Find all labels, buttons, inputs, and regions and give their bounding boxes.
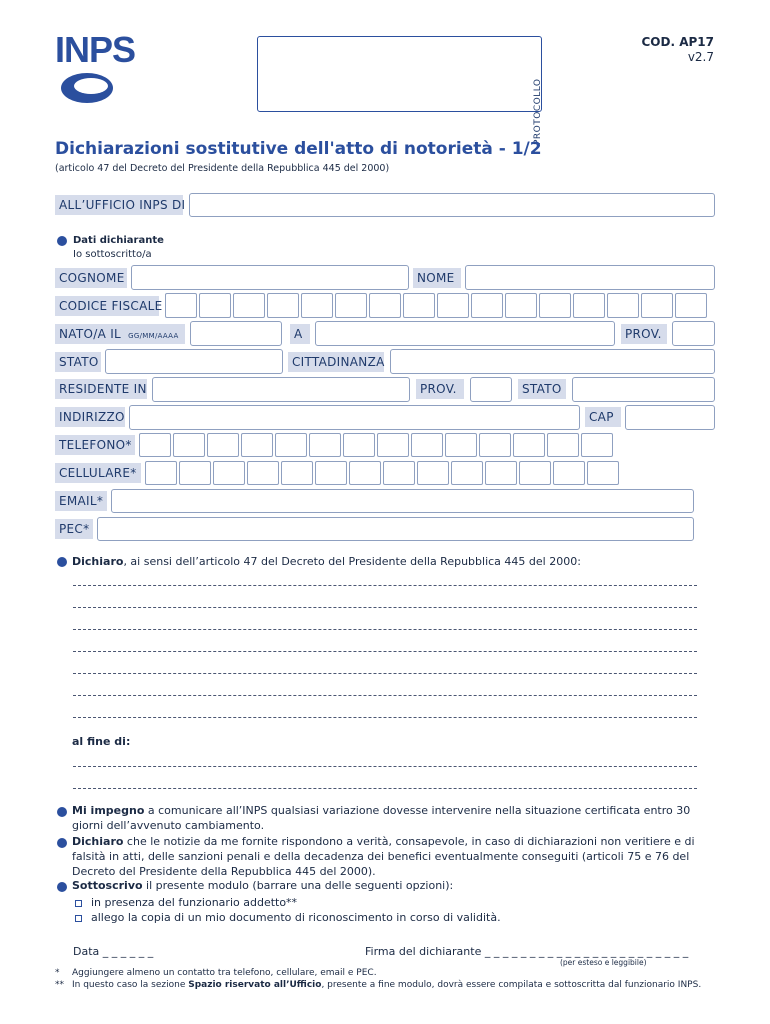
stato-label: STATO	[55, 352, 101, 372]
dichiaro-bold: Dichiaro	[72, 835, 124, 848]
residenza-prov-input[interactable]	[470, 377, 512, 402]
cap-label: CAP	[585, 407, 621, 427]
cognome-label: COGNOME	[55, 268, 127, 288]
prov-label: PROV.	[621, 324, 667, 344]
cf-cell[interactable]	[233, 293, 265, 318]
mobile-cell[interactable]	[145, 461, 177, 485]
codice-fiscale-cells[interactable]	[165, 293, 707, 318]
declaration-intro	[72, 554, 581, 569]
section-bullet	[57, 807, 67, 817]
cf-cell[interactable]	[199, 293, 231, 318]
footnote-2-pre: In questo caso la sezione	[72, 980, 189, 990]
option2-label: allego la copia di un mio documento di riconoscimento in corso di validità.	[91, 911, 501, 924]
stato-input[interactable]	[105, 349, 283, 374]
footnote-star2: **	[55, 980, 64, 990]
phone-cell[interactable]	[513, 433, 545, 457]
phone-cell[interactable]	[139, 433, 171, 457]
telefono-label: TELEFONO*	[55, 435, 135, 455]
phone-cell[interactable]	[581, 433, 613, 457]
purpose-line[interactable]	[73, 788, 697, 789]
cf-cell[interactable]	[301, 293, 333, 318]
prov-input[interactable]	[672, 321, 715, 346]
mobile-cell[interactable]	[485, 461, 517, 485]
section-bullet	[57, 838, 67, 848]
phone-cell[interactable]	[275, 433, 307, 457]
declaration-lines[interactable]	[73, 585, 697, 718]
dichiaro-text	[72, 834, 717, 879]
declaration-line[interactable]	[73, 717, 697, 718]
birth-place-input[interactable]	[315, 321, 615, 346]
cf-cell[interactable]	[505, 293, 537, 318]
sottoscrivo-rest: il presente modulo (barrare una delle seguenti opzioni):	[142, 879, 454, 892]
inps-logo	[55, 29, 136, 107]
nato-il-label	[55, 324, 185, 344]
email-label: EMAIL*	[55, 491, 107, 511]
cf-cell[interactable]	[267, 293, 299, 318]
mobile-cell[interactable]	[315, 461, 347, 485]
email-input[interactable]	[111, 489, 694, 513]
declaration-line[interactable]	[73, 585, 697, 586]
phone-cell[interactable]	[309, 433, 341, 457]
cap-input[interactable]	[625, 405, 715, 430]
cellulare-label: CELLULARE*	[55, 463, 141, 483]
logo-text: INPS	[55, 29, 136, 70]
form-version: v2.7	[687, 50, 714, 64]
mobile-cell[interactable]	[553, 461, 585, 485]
cellulare-cells[interactable]	[145, 461, 619, 485]
impegno-text	[72, 803, 717, 833]
declaration-line[interactable]	[73, 695, 697, 696]
phone-cell[interactable]	[479, 433, 511, 457]
form-code: COD. AP17	[641, 35, 714, 49]
section-bullet	[57, 882, 67, 892]
pec-input[interactable]	[97, 517, 694, 541]
phone-cell[interactable]	[343, 433, 375, 457]
cittadinanza-input[interactable]	[390, 349, 715, 374]
cf-cell[interactable]	[471, 293, 503, 318]
signature-note: (per esteso e leggibile)	[560, 958, 647, 967]
cf-cell[interactable]	[539, 293, 571, 318]
mobile-cell[interactable]	[179, 461, 211, 485]
declaration-bold: Dichiaro	[72, 555, 124, 568]
option2-checkbox[interactable]	[75, 915, 82, 922]
mobile-cell[interactable]	[519, 461, 551, 485]
mobile-cell[interactable]	[247, 461, 279, 485]
dichiaro-rest: che le notizie da me fornite rispondono a verità, consapevole, in caso di dichiarazioni non veritiere e di falsità in atti, delle sanzioni penali e della decadenza dei benefici eventualmente conseguiti (articoli 75 e 76 del Decreto del Presidente della Repubblica 445 del 2000).	[72, 835, 695, 878]
declaration-line[interactable]	[73, 607, 697, 608]
cf-cell[interactable]	[403, 293, 435, 318]
mobile-cell[interactable]	[281, 461, 313, 485]
phone-cell[interactable]	[173, 433, 205, 457]
purpose-line[interactable]	[73, 766, 697, 767]
phone-cell[interactable]	[411, 433, 443, 457]
phone-cell[interactable]	[445, 433, 477, 457]
mobile-cell[interactable]	[587, 461, 619, 485]
footnote-2-post: , presente a fine modulo, dovrà essere compilata e sottoscritta dal funzionario INPS.	[321, 980, 702, 990]
phone-cell[interactable]	[377, 433, 409, 457]
declaration-line[interactable]	[73, 673, 697, 674]
cf-cell[interactable]	[335, 293, 367, 318]
page-title: Dichiarazioni sostitutive dell'atto di notorietà - 1/2	[55, 139, 542, 159]
nome-label: NOME	[413, 268, 461, 288]
page-subtitle: (articolo 47 del Decreto del Presidente della Repubblica 445 del 2000)	[55, 163, 390, 174]
nato-il-text: NATO/A IL	[59, 327, 122, 341]
phone-cell[interactable]	[547, 433, 579, 457]
mobile-cell[interactable]	[451, 461, 483, 485]
residente-input[interactable]	[152, 377, 410, 402]
section-bullet	[57, 557, 67, 567]
codice-fiscale-label: CODICE FISCALE	[55, 296, 159, 316]
declarant-title: Dati dichiarante	[73, 235, 164, 246]
declaration-line[interactable]	[73, 651, 697, 652]
mobile-cell[interactable]	[417, 461, 449, 485]
footnote-star1: *	[55, 968, 60, 978]
date-format-hint: GG/MM/AAAA	[128, 332, 179, 340]
indirizzo-input[interactable]	[129, 405, 580, 430]
telefono-cells[interactable]	[139, 433, 613, 457]
indirizzo-label: INDIRIZZO	[55, 407, 125, 427]
birth-place-label: A	[290, 324, 310, 344]
purpose-lines[interactable]	[73, 766, 697, 789]
option1-checkbox[interactable]	[75, 900, 82, 907]
cf-cell[interactable]	[573, 293, 605, 318]
signature-field[interactable]: Firma del dichiarante _ _ _ _ _ _ _ _ _ _ _ _ _ _ _ _ _ _ _ _ _ _ _	[365, 945, 689, 958]
cittadinanza-label: CITTADINANZA	[288, 352, 384, 372]
office-label: ALL’UFFICIO INPS DI	[55, 195, 183, 215]
footnote-1: Aggiungere almeno un contatto tra telefono, cellulare, email e PEC.	[72, 968, 377, 978]
residente-label: RESIDENTE IN	[55, 379, 147, 399]
impegno-bold: Mi impegno	[72, 804, 145, 817]
logo-mark-icon	[57, 68, 117, 108]
nome-input[interactable]	[465, 265, 715, 290]
phone-cell[interactable]	[241, 433, 273, 457]
residenza-prov-label: PROV.	[416, 379, 464, 399]
footnote-2-bold: Spazio riservato all’Ufficio	[188, 980, 322, 990]
mobile-cell[interactable]	[349, 461, 381, 485]
protocol-box[interactable]	[257, 36, 543, 145]
impegno-rest: a comunicare all’INPS qualsiasi variazione dovesse intervenire nella situazione certificata entro 30 giorni dell’avvenuto cambiamento.	[72, 804, 691, 832]
birth-date-input[interactable]	[190, 321, 282, 346]
cf-cell[interactable]	[165, 293, 197, 318]
cf-cell[interactable]	[607, 293, 639, 318]
section-bullet	[57, 236, 67, 246]
residenza-stato-input[interactable]	[572, 377, 715, 402]
residenza-stato-label: STATO	[518, 379, 566, 399]
declaration-line[interactable]	[73, 629, 697, 630]
cf-cell[interactable]	[675, 293, 707, 318]
footnote-2	[72, 980, 701, 990]
cognome-input[interactable]	[131, 265, 409, 290]
sottoscrivo-bold: Sottoscrivo	[72, 879, 143, 892]
office-input[interactable]	[189, 193, 715, 217]
pec-label: PEC*	[55, 519, 93, 539]
protocol-label: PROTOCOLLO	[533, 78, 543, 145]
phone-cell[interactable]	[207, 433, 239, 457]
cf-cell[interactable]	[437, 293, 469, 318]
option1-label: in presenza del funzionario addetto**	[91, 896, 298, 909]
cf-cell[interactable]	[369, 293, 401, 318]
declaration-rest: , ai sensi dell’articolo 47 del Decreto del Presidente della Repubblica 445 del 2000:	[123, 555, 581, 568]
purpose-label: al fine di:	[72, 735, 131, 748]
mobile-cell[interactable]	[383, 461, 415, 485]
mobile-cell[interactable]	[213, 461, 245, 485]
sottoscrivo-text	[72, 878, 453, 893]
date-field[interactable]: Data _ _ _ _ _ _	[73, 945, 154, 958]
declarant-subtitle: Io sottoscritto/a	[73, 249, 152, 260]
cf-cell[interactable]	[641, 293, 673, 318]
